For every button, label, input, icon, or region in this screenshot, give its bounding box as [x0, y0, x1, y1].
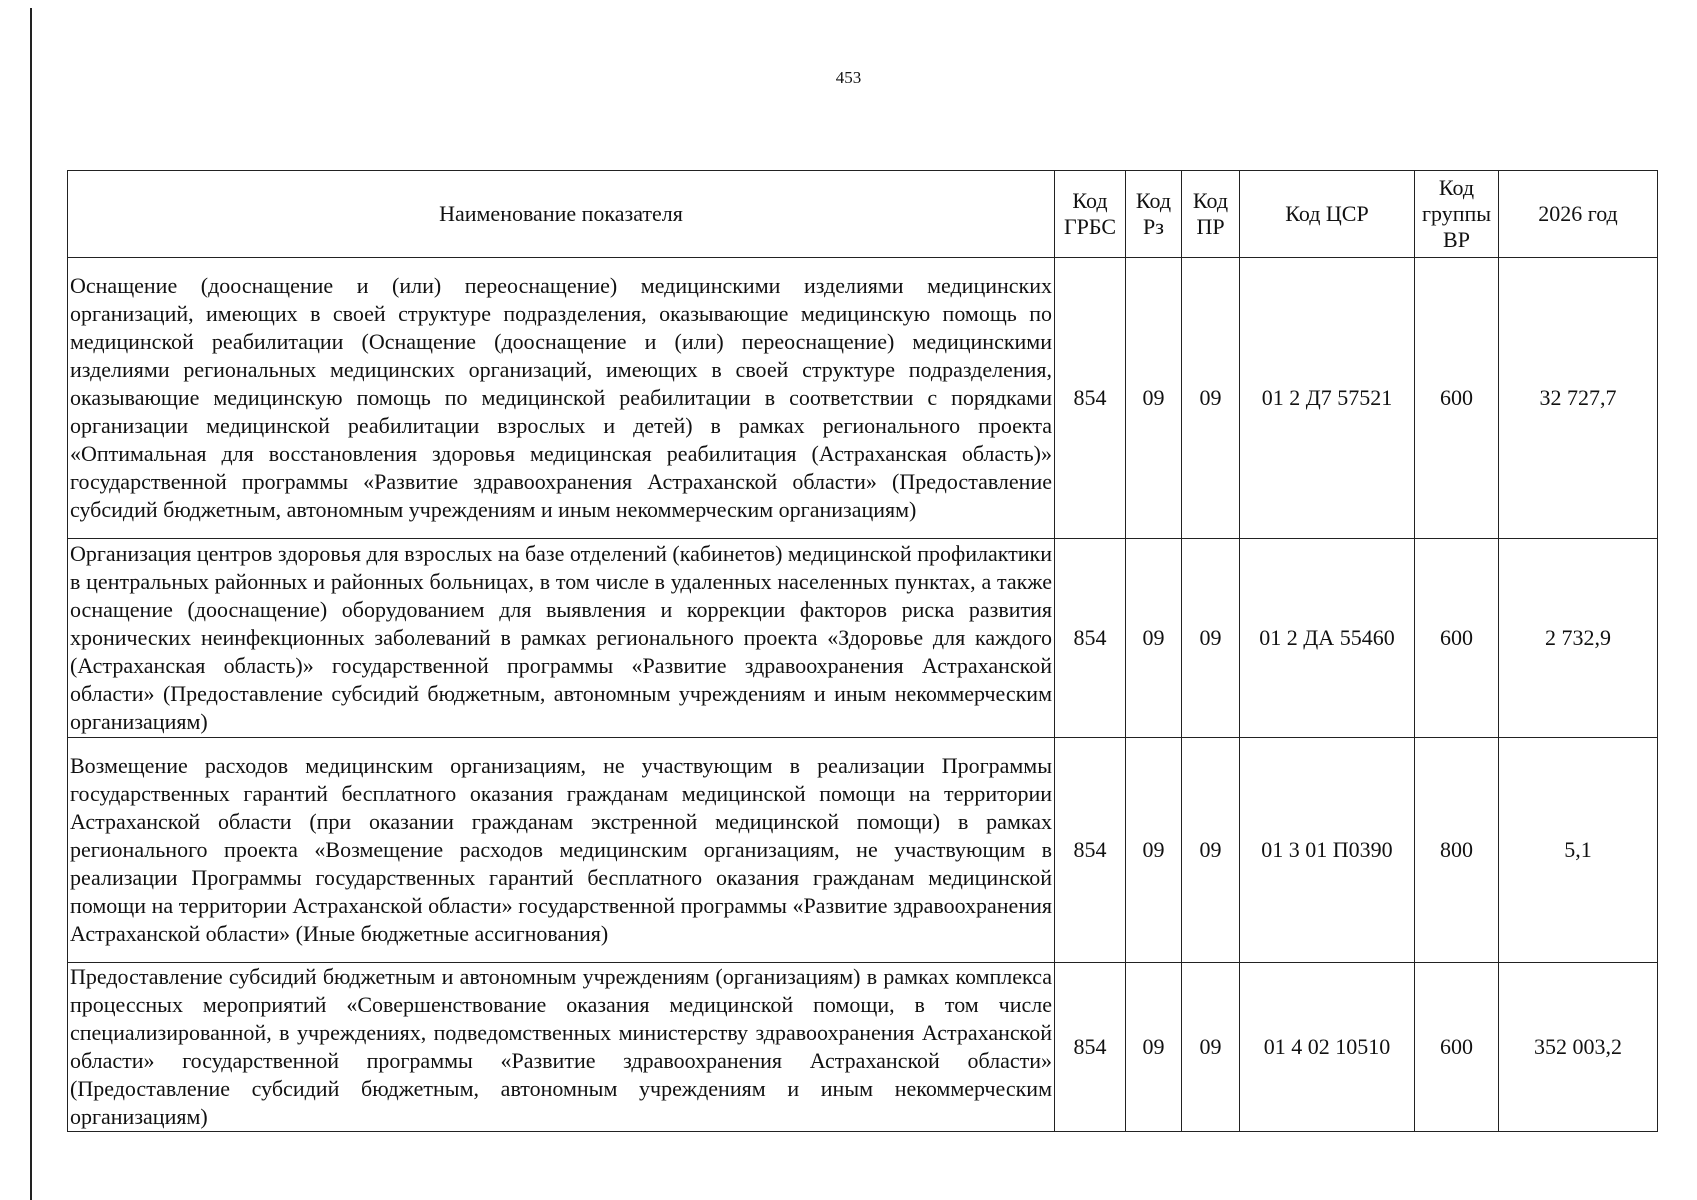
header-grbs: Код ГРБС — [1055, 171, 1126, 258]
row-amount: 352 003,2 — [1499, 963, 1658, 1132]
table-header-row — [68, 171, 1658, 258]
table-row — [68, 963, 1658, 1132]
row-grbs: 854 — [1055, 738, 1126, 963]
row-vr: 600 — [1415, 258, 1499, 539]
row-rz: 09 — [1126, 738, 1182, 963]
row-pr: 09 — [1182, 738, 1240, 963]
row-pr: 09 — [1182, 539, 1240, 738]
row-amount: 2 732,9 — [1499, 539, 1658, 738]
row-csr: 01 2 ДА 55460 — [1240, 539, 1415, 738]
row-amount: 32 727,7 — [1499, 258, 1658, 539]
row-rz: 09 — [1126, 963, 1182, 1132]
row-csr: 01 4 02 10510 — [1240, 963, 1415, 1132]
row-vr: 600 — [1415, 963, 1499, 1132]
header-pr: Код ПР — [1182, 171, 1240, 258]
row-amount: 5,1 — [1499, 738, 1658, 963]
table-row — [68, 539, 1658, 738]
row-rz: 09 — [1126, 258, 1182, 539]
row-pr: 09 — [1182, 258, 1240, 539]
header-vr: Код группы ВР — [1415, 171, 1499, 258]
row-vr: 600 — [1415, 539, 1499, 738]
left-margin-line — [30, 8, 32, 1200]
row-grbs: 854 — [1055, 258, 1126, 539]
table-row — [68, 258, 1658, 539]
row-pr: 09 — [1182, 963, 1240, 1132]
header-csr: Код ЦСР — [1240, 171, 1415, 258]
budget-table — [67, 170, 1658, 1132]
header-rz: Код Рз — [1126, 171, 1182, 258]
row-description: Оснащение (дооснащение и (или) переоснащение) медицинскими изделиями медицинских организаций, имеющих в своей структуре подразделения, оказывающие медицинскую помощь по медицинской реабилитации (Оснащение (дооснащение и (или) переоснащение) медицинскими изделиями региональных медицинских организаций, имеющих в своей структуре подразделения, оказывающие медицинскую помощь по медицинской реабилитации в соответствии с порядками организации медицинской реабилитации взрослых и детей) в рамках регионального проекта «Оптимальная для восстановления здоровья медицинская реабилитация (Астраханская область)» государственной программы «Развитие здравоохранения Астраханской области» (Предоставление субсидий бюджетным, автономным учреждениям и иным некоммерческим организациям) — [68, 258, 1055, 539]
row-grbs: 854 — [1055, 539, 1126, 738]
table-row — [68, 738, 1658, 963]
row-csr: 01 3 01 П0390 — [1240, 738, 1415, 963]
row-vr: 800 — [1415, 738, 1499, 963]
page-number: 453 — [835, 68, 862, 87]
row-grbs: 854 — [1055, 963, 1126, 1132]
header-year: 2026 год — [1499, 171, 1658, 258]
header-name: Наименование показателя — [68, 171, 1055, 258]
row-csr: 01 2 Д7 57521 — [1240, 258, 1415, 539]
row-description: Организация центров здоровья для взрослых на базе отделений (кабинетов) медицинской профилактики в центральных районных и районных больницах, в том числе в удаленных населенных пунктах, а также оснащение (дооснащение) оборудованием для выявления и коррекции факторов риска развития хронических неинфекционных заболеваний в рамках регионального проекта «Здоровье для каждого (Астраханская область)» государственной программы «Развитие здравоохранения Астраханской области» (Предоставление субсидий бюджетным, автономным учреждениям и иным некоммерческим организациям) — [68, 539, 1055, 738]
row-description: Предоставление субсидий бюджетным и автономным учреждениям (организациям) в рамках комплекса процессных мероприятий «Совершенствование оказания медицинской помощи, в том числе специализированной, в учреждениях, подведомственных министерству здравоохранения Астраханской области» государственной программы «Развитие здравоохранения Астраханской области» (Предоставление субсидий бюджетным, автономным учреждениям и иным некоммерческим организациям) — [68, 963, 1055, 1132]
row-description: Возмещение расходов медицинским организациям, не участвующим в реализации Программы государственных гарантий бесплатного оказания гражданам медицинской помощи на территории Астраханской области (при оказании гражданам экстренной медицинской помощи) в рамках регионального проекта «Возмещение расходов медицинским организациям, не участвующим в реализации Программы государственных гарантий бесплатного оказания гражданам медицинской помощи на территории Астраханской области» государственной программы «Развитие здравоохранения Астраханской области» (Иные бюджетные ассигнования) — [68, 738, 1055, 963]
row-rz: 09 — [1126, 539, 1182, 738]
